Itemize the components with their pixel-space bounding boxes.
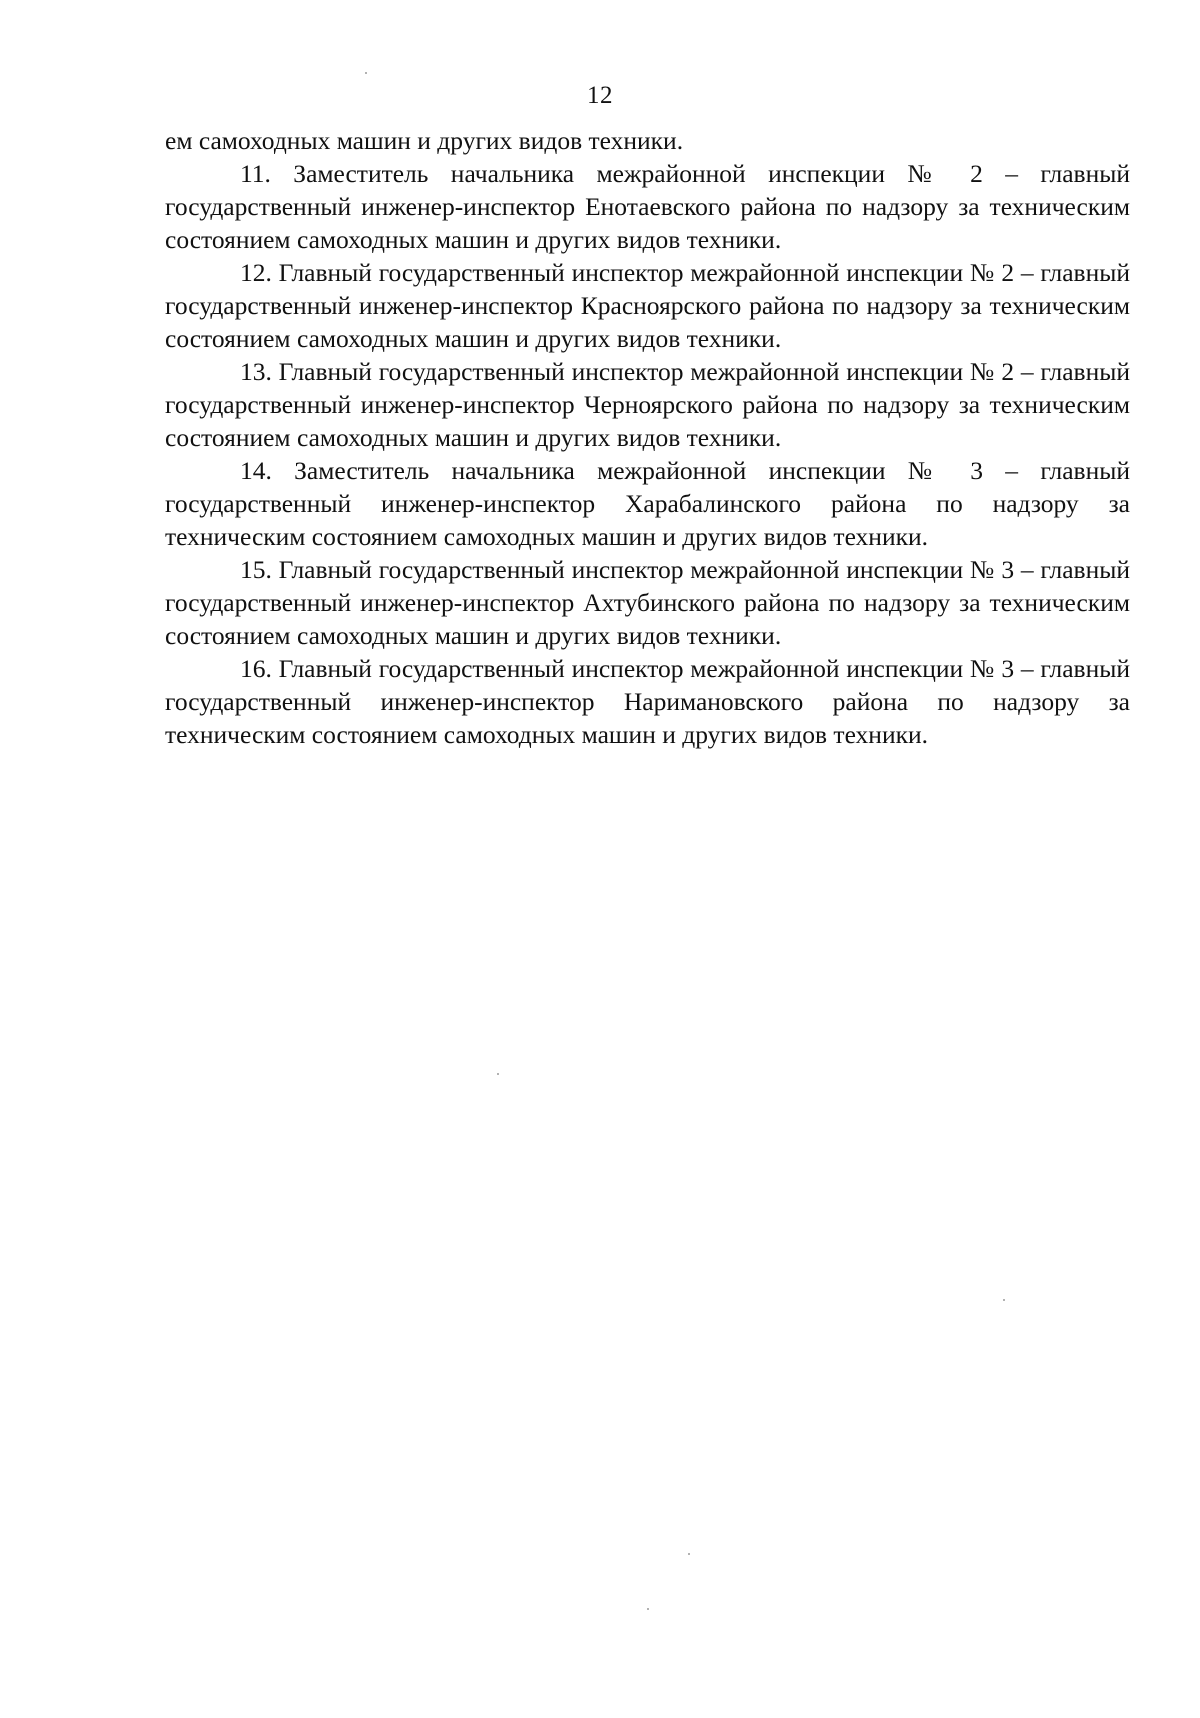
page-number: 12: [587, 82, 613, 109]
list-item-15: 15. Главный государственный инспектор межрайонной инспекции № 3 – главный государственный инженер-инспектор Ахтубинского района по надзору за техническим состоянием самоходных машин и других видов техники.: [165, 555, 1130, 650]
list-item-16: 16. Главный государственный инспектор межрайонной инспекции № 3 – главный государственный инженер-инспектор Наримановского района по надзору за техническим состоянием самоходных машин и других видов техники.: [165, 654, 1130, 749]
scan-speck: [688, 1553, 690, 1555]
list-item-14: 14. Заместитель начальника межрайонной инспекции № 3 – главный государственный инженер-инспектор Харабалинского района по надзору за техническим состоянием самоходных машин и других видов техники.: [165, 456, 1130, 551]
document-body: [165, 124, 1130, 751]
scan-speck: [1003, 1299, 1005, 1301]
list-item-12: 12. Главный государственный инспектор межрайонной инспекции № 2 – главный государственный инженер-инспектор Красноярского района по надзору за техническим состоянием самоходных машин и других видов техники.: [165, 258, 1130, 353]
scan-speck: [365, 72, 367, 74]
continuation-paragraph: ем самоходных машин и других видов техники.: [165, 126, 684, 155]
scan-speck: [497, 1073, 499, 1075]
list-item-13: 13. Главный государственный инспектор межрайонной инспекции № 2 – главный государственный инженер-инспектор Черноярского района по надзору за техническим состоянием самоходных машин и других видов техники.: [165, 357, 1130, 452]
list-item-11: 11. Заместитель начальника межрайонной инспекции № 2 – главный государственный инженер-инспектор Енотаевского района по надзору за техническим состоянием самоходных машин и других видов техники.: [165, 159, 1130, 254]
scan-speck: [647, 1608, 649, 1610]
